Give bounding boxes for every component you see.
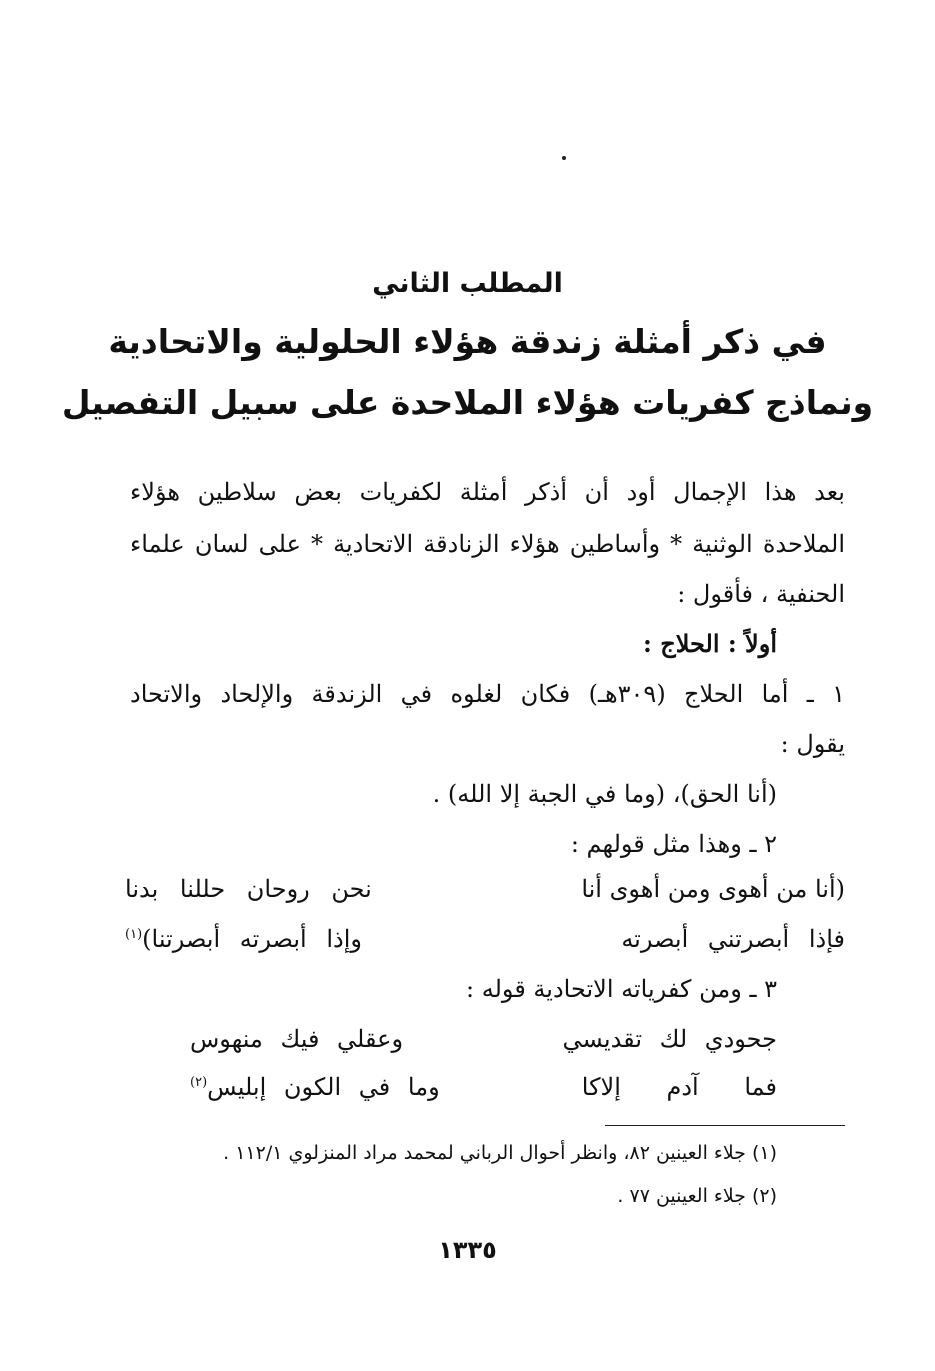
item3-intro: ٣ ـ ومن كفرياته الاتحادية قوله : [466,975,777,1003]
intro-line-2: الملاحدة الوثنية * وأساطين هؤلاء الزنادقة الاتحادية * على لسان علماء [130,530,846,558]
item1-line-1: ١ ـ أما الحلاج (٣٠٩هـ) فكان لغلوه في الزندقة والإلحاد والاتحاد [130,680,846,708]
heading-hallaj: أولاً : الحلاج : [642,629,777,658]
item3-verse1-second-half: وعقلي فيك منهوس [190,1025,404,1053]
ink-dot [562,156,566,160]
intro-line-1: بعد هذا الإجمال أود أن أذكر أمثلة لكفريات بعض سلاطين هؤلاء [130,478,845,506]
item3-verse1-first-half: جحودي لك تقديسي [562,1025,777,1053]
item2-verse2-text: وإذا أبصرته أبصرتنا) [142,925,362,953]
item3-verse2-first-half: فما آدم إلاكا [581,1073,777,1101]
chapter-title-line-2: ونماذج كفريات هؤلاء الملاحدة على سبيل التفصيل [61,383,874,422]
item1-quote: (أنا الحق)، (وما في الجبة إلا الله) . [432,780,777,808]
item3-verse2-text: وما في الكون إبليس [207,1073,440,1101]
footnote-1: (١) جلاء العينين ٨٢، وانظر أحوال الرباني لمحمد مراد المنزلوي ١١٢/١ . [223,1142,777,1164]
intro-line-3: الحنفية ، فأقول : [677,580,845,608]
item2-verse1-second-half: نحن روحان حللنا بدنا [125,875,372,903]
item1-line-2: يقول : [780,730,845,758]
section-subtitle: المطلب الثاني [372,268,563,299]
footnote-divider [605,1125,845,1126]
item2-verse2-first-half: فإذا أبصرتني أبصرته [621,925,845,953]
item3-verse2-second-half [190,1073,440,1102]
item2-intro: ٢ ـ وهذا مثل قولهم : [570,830,777,858]
item2-verse2-second-half [125,925,362,954]
footnote-ref-2: (٢) [190,1075,208,1090]
footnote-2: (٢) جلاء العينين ٧٧ . [617,1185,777,1207]
footnote-ref-1: (١) [125,927,143,942]
page-number: ١٣٣٥ [438,1236,497,1264]
item2-verse1-first-half: (أنا من أهوى ومن أهوى أنا [581,875,845,903]
chapter-title-line-1: في ذكر أمثلة زندقة هؤلاء الحلولية والاتحادية [108,322,827,361]
